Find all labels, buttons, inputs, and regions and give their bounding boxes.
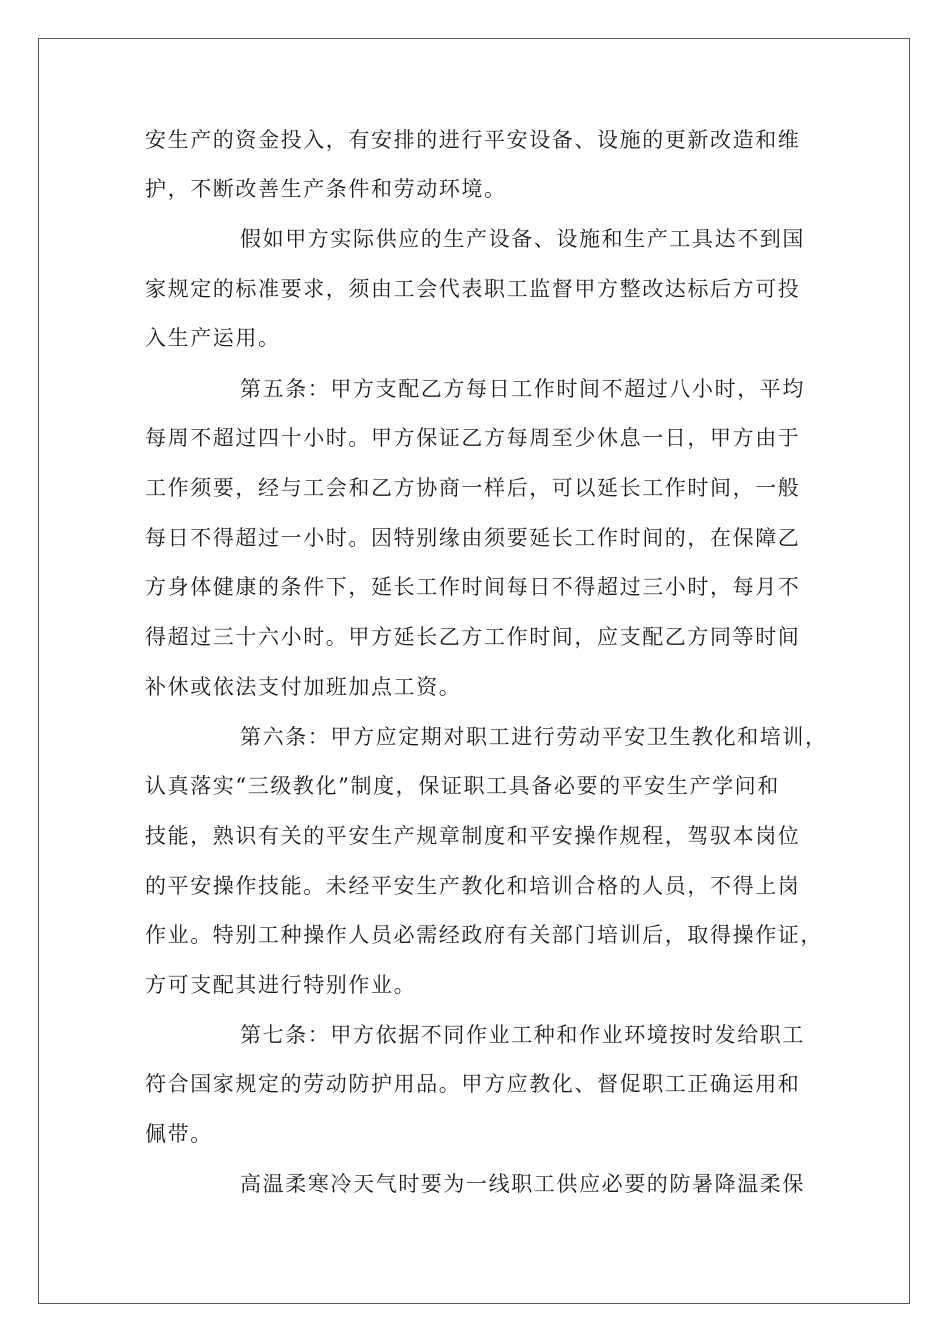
text-line: 每周不超过四十小时。甲方保证乙方每周至少休息一日，甲方由于: [145, 426, 801, 450]
text-line: 工作须要，经与工会和乙方协商一样后，可以延长工作时间，一般: [145, 476, 801, 500]
text-line: 作业。特别工种操作人员必需经政府有关部门培训后，取得操作证，: [145, 923, 823, 947]
text-line: 认真落实“三级教化”制度，保证职工具备必要的平安生产学问和: [145, 774, 780, 798]
article-7-heading-line: 第七条：甲方依据不同作业工种和作业环境按时发给职工: [240, 1023, 805, 1047]
text-line: 方可支配其进行特别作业。: [145, 973, 417, 997]
text-line: 安生产的资金投入，有安排的进行平安设备、设施的更新改造和维: [145, 128, 801, 152]
paragraph-start-line: 假如甲方实际供应的生产设备、设施和生产工具达不到国: [240, 227, 805, 251]
text-line: 得超过三十六小时。甲方延长乙方工作时间，应支配乙方同等时间: [145, 625, 801, 649]
text-line: 护，不断改善生产条件和劳动环境。: [145, 177, 507, 201]
text-line: 家规定的标准要求，须由工会代表职工监督甲方整改达标后方可投: [145, 277, 801, 301]
text-line: 符合国家规定的劳动防护用品。甲方应教化、督促职工正确运用和: [145, 1072, 801, 1096]
paragraph-start-line: 高温柔寒冷天气时要为一线职工供应必要的防暑降温柔保: [240, 1172, 805, 1196]
text-line: 补休或依法支付加班加点工资。: [145, 675, 462, 699]
text-line: 入生产运用。: [145, 326, 281, 350]
text-line: 每日不得超过一小时。因特别缘由须要延长工作时间的，在保障乙: [145, 526, 801, 550]
text-line: 方身体健康的条件下，延长工作时间每日不得超过三小时，每月不: [145, 575, 801, 599]
text-line: 的平安操作技能。未经平安生产教化和培训合格的人员，不得上岗: [145, 874, 801, 898]
article-6-heading-line: 第六条：甲方应定期对职工进行劳动平安卫生教化和培训，: [240, 725, 828, 749]
text-line: 佩带。: [145, 1122, 213, 1146]
text-line: 技能，熟识有关的平安生产规章制度和平安操作规程，驾驭本岗位: [145, 824, 801, 848]
article-5-heading-line: 第五条：甲方支配乙方每日工作时间不超过八小时，平均: [240, 377, 805, 401]
